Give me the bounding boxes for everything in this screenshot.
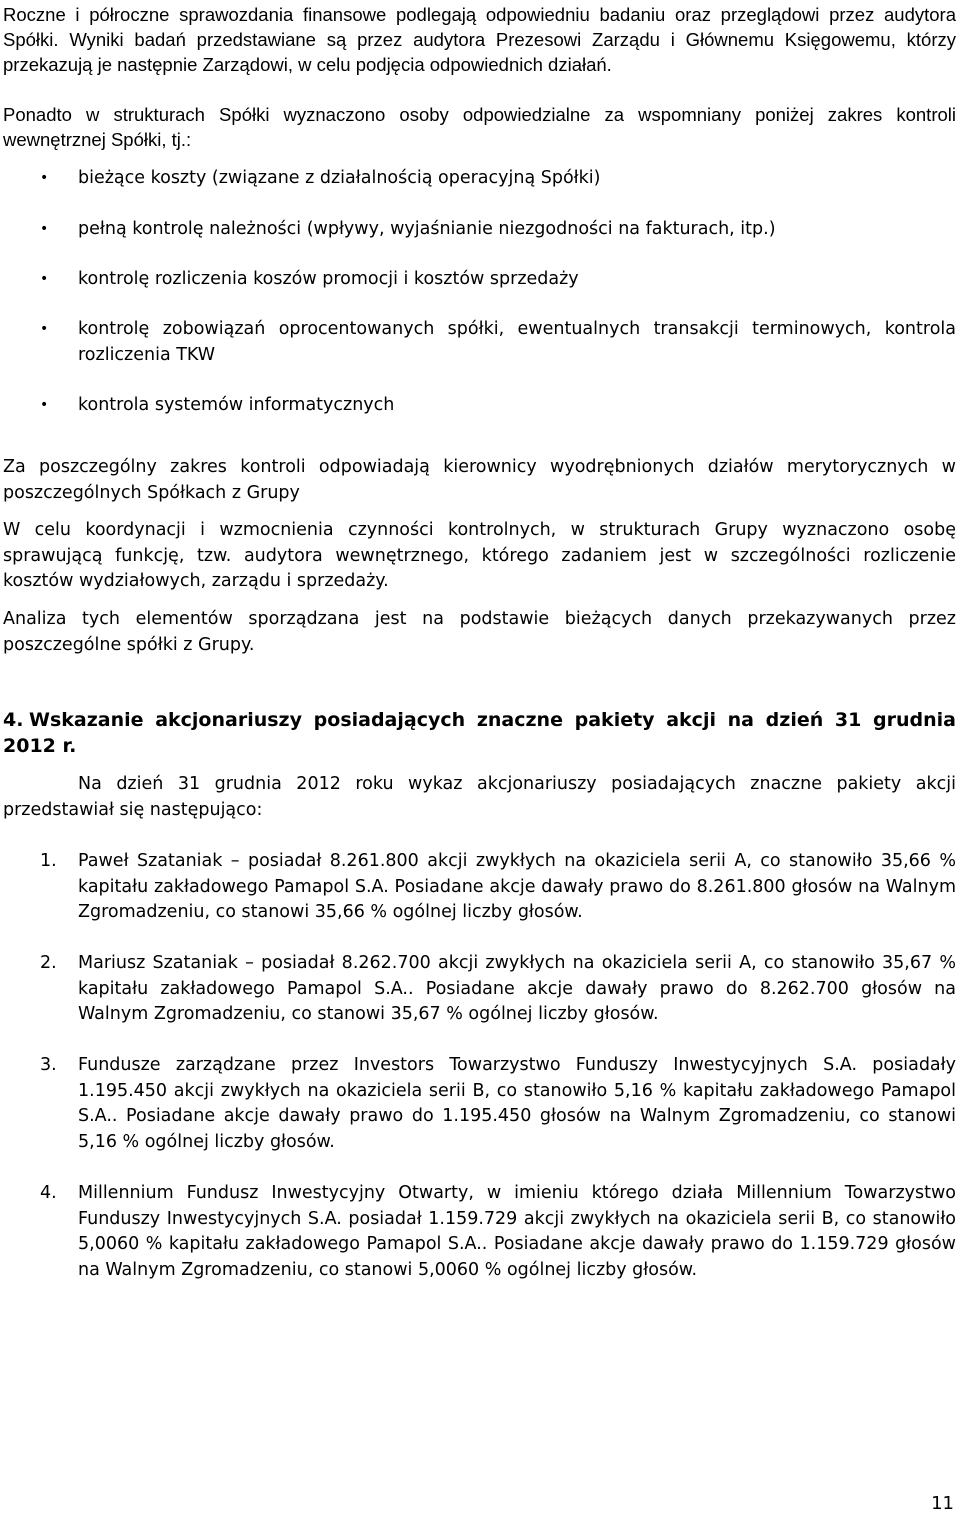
bullet-text: kontrolę rozliczenia koszów promocji i kosztów sprzedaży — [78, 269, 579, 289]
bullet-text: kontrolę zobowiązań oprocentowanych spółki, ewentualnych transakcji terminowych, kontrola rozliczenia TKW — [78, 319, 956, 365]
section-heading — [3, 708, 956, 759]
section-intro: Na dzień 31 grudnia 2012 roku wykaz akcjonariuszy posiadających znaczne pakiety akcji przedstawiał się następująco: — [3, 774, 956, 820]
bullet-text: bieżące koszty (związane z działalnością operacyjną Spółki) — [78, 168, 601, 188]
shareholder-text: Paweł Szataniak – posiadał 8.261.800 akcji zwykłych na okaziciela serii A, co stanowiło 35,66 % kapitału zakładowego Pamapol S.A. Posiadane akcje dawały prawo do 8.261.800 głosów na Walnym Zgromadzeniu, co stanowi 35,66 % ogólnej liczby głosów. — [78, 851, 956, 922]
shareholder-text: Fundusze zarządzane przez Investors Towarzystwo Funduszy Inwestycyjnych S.A. posiadały 1.195.450 akcji zwykłych na okaziciela serii B, co stanowiło 5,16 % kapitału zakładowego Pamapol S.A.. Posiadane akcje dawały prawo do 1.195.450 głosów na Walnym Zgromadzeniu, co stanowi 5,16 % ogólnej liczby głosów. — [78, 1055, 956, 1152]
bullet-icon: • — [40, 170, 49, 186]
paragraph-internal-auditor: W celu koordynacji i wzmocnienia czynności kontrolnych, w strukturach Grupy wyznaczono osobę sprawującą funkcję, tzw. audytora wewnętrznego, którego zadaniem jest w szczególności rozliczenie kosztów wydziałowych, zarządu i sprzedaży. — [3, 520, 956, 591]
shareholder-text: Mariusz Szataniak – posiadał 8.262.700 akcji zwykłych na okaziciela serii A, co stanowiło 35,67 % kapitału zakładowego Pamapol S.A.. Posiadane akcje dawały prawo do 8.262.700 głosów na Walnym Zgromadzeniu, co stanowi 35,67 % ogólnej liczby głosów. — [78, 953, 956, 1024]
bullet-text: pełną kontrolę należności (wpływy, wyjaśnianie niezgodności na fakturach, itp.) — [78, 219, 776, 239]
paragraph-responsible-persons: Ponadto w strukturach Spółki wyznaczono osoby odpowiedzialne za wspomniany poniżej zakres kontroli wewnętrznej Spółki, tj.: — [3, 104, 956, 150]
section-title: Wskazanie akcjonariuszy posiadających znaczne pakiety akcji na dzień 31 grudnia 2012 r. — [3, 709, 956, 757]
shareholder-number: 1. — [40, 851, 57, 871]
bullet-text: kontrola systemów informatycznych — [78, 395, 395, 415]
shareholder-number: 4. — [40, 1183, 57, 1203]
section-number: 4. — [3, 709, 24, 731]
bullet-icon: • — [40, 271, 49, 287]
paragraph-analysis: Analiza tych elementów sporządzana jest na podstawie bieżących danych przekazywanych przez poszczególne spółki z Grupy. — [3, 609, 956, 655]
shareholder-number: 3. — [40, 1055, 57, 1075]
shareholder-number: 2. — [40, 953, 57, 973]
bullet-icon: • — [40, 221, 49, 237]
page-number: 11 — [931, 1493, 954, 1514]
bullet-icon: • — [40, 321, 49, 337]
shareholder-text: Millennium Fundusz Inwestycyjny Otwarty, w imieniu którego działa Millennium Towarzystwo Funduszy Inwestycyjnych S.A. posiadał 1.159.729 akcji zwykłych na okaziciela serii B, co stanowiło 5,0060 % kapitału zakładowego Pamapol S.A.. Posiadane akcje dawały prawo do 1.159.729 głosów na Walnym Zgromadzeniu, co stanowi 5,0060 % ogólnej liczby głosów. — [78, 1183, 956, 1280]
paragraph-audit-reports: Roczne i półroczne sprawozdania finansowe podlegają odpowiedniu badaniu oraz przeglądowi przez audytora Spółki. Wyniki badań przedstawiane są przez audytora Prezesowi Zarządu i Głównemu Księgowemu, którzy przekazują je następnie Zarządowi, w celu podjęcia odpowiednich działań. — [3, 4, 956, 75]
paragraph-department-heads: Za poszczególny zakres kontroli odpowiadają kierownicy wyodrębnionych działów merytorycznych w poszczególnych Spółkach z Grupy — [3, 457, 956, 503]
bullet-icon: • — [40, 397, 49, 413]
